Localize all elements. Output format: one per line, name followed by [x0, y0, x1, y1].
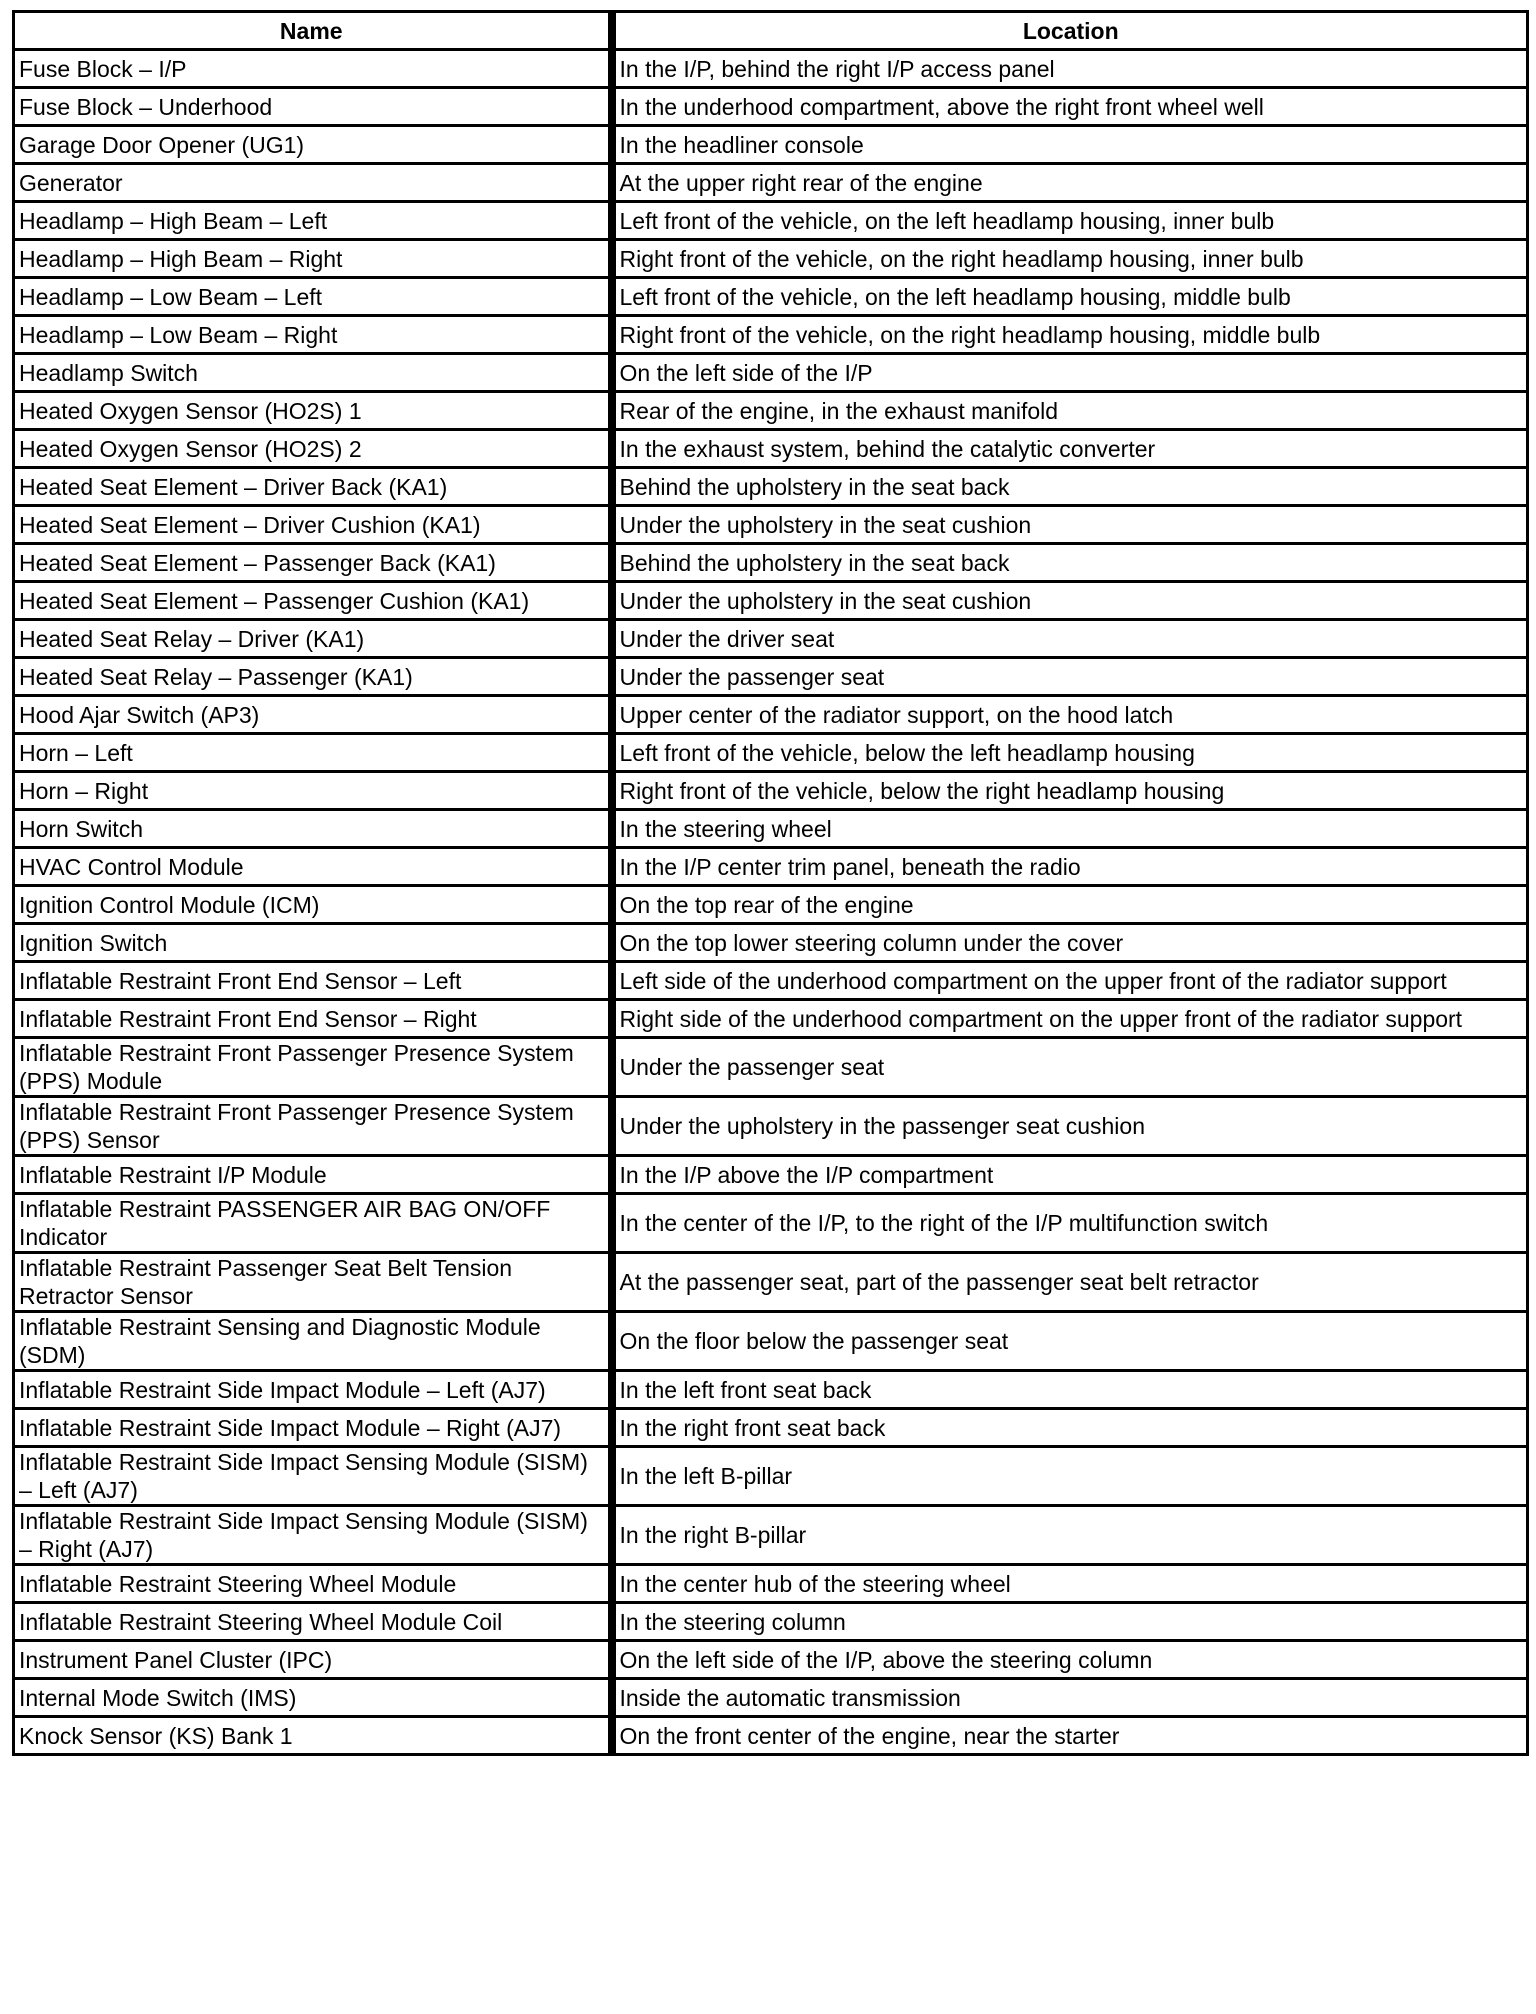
cell-location: Left front of the vehicle, below the left headlamp housing: [612, 734, 1528, 772]
cell-location: In the right front seat back: [612, 1409, 1528, 1447]
cell-location: In the underhood compartment, above the right front wheel well: [612, 88, 1528, 126]
cell-name: Inflatable Restraint Passenger Seat Belt Tension Retractor Sensor: [14, 1253, 612, 1312]
table-row: [14, 1312, 1528, 1371]
table-row: [14, 962, 1528, 1000]
cell-location: Under the upholstery in the seat cushion: [612, 582, 1528, 620]
table-row: [14, 1156, 1528, 1194]
cell-name: Fuse Block – I/P: [14, 50, 612, 88]
cell-location: Rear of the engine, in the exhaust manifold: [612, 392, 1528, 430]
table-row: [14, 1409, 1528, 1447]
cell-location: Right front of the vehicle, on the right headlamp housing, inner bulb: [612, 240, 1528, 278]
cell-location: On the left side of the I/P, above the steering column: [612, 1641, 1528, 1679]
table-row: [14, 1603, 1528, 1641]
cell-name: Garage Door Opener (UG1): [14, 126, 612, 164]
cell-location: In the left B-pillar: [612, 1447, 1528, 1506]
cell-location: Right side of the underhood compartment on the upper front of the radiator support: [612, 1000, 1528, 1038]
cell-location: In the I/P, behind the right I/P access panel: [612, 50, 1528, 88]
cell-location: Behind the upholstery in the seat back: [612, 544, 1528, 582]
cell-location: Right front of the vehicle, below the right headlamp housing: [612, 772, 1528, 810]
table-row: [14, 316, 1528, 354]
table-row: [14, 468, 1528, 506]
cell-name: Inflatable Restraint Side Impact Sensing Module (SISM) – Left (AJ7): [14, 1447, 612, 1506]
cell-location: Upper center of the radiator support, on the hood latch: [612, 696, 1528, 734]
cell-location: On the top lower steering column under the cover: [612, 924, 1528, 962]
table-row: [14, 202, 1528, 240]
cell-location: In the center hub of the steering wheel: [612, 1565, 1528, 1603]
cell-name: Headlamp – Low Beam – Left: [14, 278, 612, 316]
cell-name: Hood Ajar Switch (AP3): [14, 696, 612, 734]
cell-name: Headlamp Switch: [14, 354, 612, 392]
component-locator-table-container: [12, 10, 1526, 1756]
cell-location: In the center of the I/P, to the right of the I/P multifunction switch: [612, 1194, 1528, 1253]
table-row: [14, 1194, 1528, 1253]
cell-location: At the upper right rear of the engine: [612, 164, 1528, 202]
table-row: [14, 430, 1528, 468]
cell-name: Instrument Panel Cluster (IPC): [14, 1641, 612, 1679]
cell-name: Heated Seat Element – Driver Back (KA1): [14, 468, 612, 506]
cell-name: Heated Oxygen Sensor (HO2S) 1: [14, 392, 612, 430]
cell-name: Horn – Right: [14, 772, 612, 810]
cell-name: HVAC Control Module: [14, 848, 612, 886]
cell-name: Horn Switch: [14, 810, 612, 848]
cell-name: Inflatable Restraint Sensing and Diagnostic Module (SDM): [14, 1312, 612, 1371]
cell-name: Heated Seat Element – Driver Cushion (KA1): [14, 506, 612, 544]
table-row: [14, 1679, 1528, 1717]
table-row: [14, 354, 1528, 392]
cell-name: Inflatable Restraint Front End Sensor – Left: [14, 962, 612, 1000]
cell-location: Under the passenger seat: [612, 658, 1528, 696]
cell-name: Inflatable Restraint I/P Module: [14, 1156, 612, 1194]
table-row: [14, 582, 1528, 620]
header-row: [14, 12, 1528, 50]
table-row: [14, 392, 1528, 430]
table-row: [14, 1565, 1528, 1603]
cell-location: Left front of the vehicle, on the left headlamp housing, middle bulb: [612, 278, 1528, 316]
cell-location: Left front of the vehicle, on the left headlamp housing, inner bulb: [612, 202, 1528, 240]
cell-name: Headlamp – Low Beam – Right: [14, 316, 612, 354]
cell-name: Generator: [14, 164, 612, 202]
table-row: [14, 810, 1528, 848]
table-row: [14, 1253, 1528, 1312]
table-body: [14, 50, 1528, 1755]
cell-name: Horn – Left: [14, 734, 612, 772]
cell-location: Inside the automatic transmission: [612, 1679, 1528, 1717]
cell-location: In the steering column: [612, 1603, 1528, 1641]
cell-name: Inflatable Restraint PASSENGER AIR BAG ON/OFF Indicator: [14, 1194, 612, 1253]
table-row: [14, 1038, 1528, 1097]
cell-location: Left side of the underhood compartment on the upper front of the radiator support: [612, 962, 1528, 1000]
cell-location: Right front of the vehicle, on the right headlamp housing, middle bulb: [612, 316, 1528, 354]
cell-location: On the left side of the I/P: [612, 354, 1528, 392]
cell-location: At the passenger seat, part of the passenger seat belt retractor: [612, 1253, 1528, 1312]
table-row: [14, 126, 1528, 164]
table-row: [14, 1641, 1528, 1679]
cell-location: In the I/P above the I/P compartment: [612, 1156, 1528, 1194]
table-row: [14, 1506, 1528, 1565]
cell-location: In the left front seat back: [612, 1371, 1528, 1409]
cell-location: In the exhaust system, behind the catalytic converter: [612, 430, 1528, 468]
cell-location: In the steering wheel: [612, 810, 1528, 848]
table-row: [14, 164, 1528, 202]
cell-name: Headlamp – High Beam – Left: [14, 202, 612, 240]
cell-name: Knock Sensor (KS) Bank 1: [14, 1717, 612, 1755]
table-row: [14, 734, 1528, 772]
cell-name: Heated Seat Element – Passenger Back (KA1): [14, 544, 612, 582]
cell-name: Inflatable Restraint Side Impact Module – Left (AJ7): [14, 1371, 612, 1409]
cell-location: Under the upholstery in the passenger seat cushion: [612, 1097, 1528, 1156]
table-row: [14, 1097, 1528, 1156]
cell-location: Under the passenger seat: [612, 1038, 1528, 1097]
cell-location: On the floor below the passenger seat: [612, 1312, 1528, 1371]
cell-name: Heated Seat Relay – Passenger (KA1): [14, 658, 612, 696]
column-header-location: Location: [612, 12, 1528, 50]
table-row: [14, 696, 1528, 734]
table-row: [14, 924, 1528, 962]
cell-name: Fuse Block – Underhood: [14, 88, 612, 126]
cell-name: Heated Oxygen Sensor (HO2S) 2: [14, 430, 612, 468]
cell-name: Ignition Control Module (ICM): [14, 886, 612, 924]
cell-location: On the top rear of the engine: [612, 886, 1528, 924]
cell-name: Headlamp – High Beam – Right: [14, 240, 612, 278]
table-row: [14, 50, 1528, 88]
table-row: [14, 88, 1528, 126]
table-row: [14, 886, 1528, 924]
cell-name: Ignition Switch: [14, 924, 612, 962]
cell-name: Inflatable Restraint Front End Sensor – Right: [14, 1000, 612, 1038]
cell-name: Internal Mode Switch (IMS): [14, 1679, 612, 1717]
cell-name: Inflatable Restraint Front Passenger Presence System (PPS) Sensor: [14, 1097, 612, 1156]
cell-name: Inflatable Restraint Steering Wheel Module Coil: [14, 1603, 612, 1641]
column-header-name: Name: [14, 12, 612, 50]
cell-name: Inflatable Restraint Side Impact Module – Right (AJ7): [14, 1409, 612, 1447]
table-row: [14, 658, 1528, 696]
cell-name: Inflatable Restraint Side Impact Sensing Module (SISM) – Right (AJ7): [14, 1506, 612, 1565]
table-row: [14, 1000, 1528, 1038]
table-row: [14, 278, 1528, 316]
component-locator-table: [12, 10, 1529, 1756]
table-row: [14, 620, 1528, 658]
cell-location: In the I/P center trim panel, beneath the radio: [612, 848, 1528, 886]
cell-location: In the right B-pillar: [612, 1506, 1528, 1565]
cell-name: Inflatable Restraint Front Passenger Presence System (PPS) Module: [14, 1038, 612, 1097]
table-row: [14, 1371, 1528, 1409]
cell-name: Heated Seat Relay – Driver (KA1): [14, 620, 612, 658]
table-row: [14, 240, 1528, 278]
table-row: [14, 506, 1528, 544]
cell-location: On the front center of the engine, near the starter: [612, 1717, 1528, 1755]
table-row: [14, 848, 1528, 886]
table-row: [14, 1447, 1528, 1506]
cell-name: Inflatable Restraint Steering Wheel Module: [14, 1565, 612, 1603]
cell-location: Behind the upholstery in the seat back: [612, 468, 1528, 506]
table-row: [14, 1717, 1528, 1755]
cell-location: Under the upholstery in the seat cushion: [612, 506, 1528, 544]
table-row: [14, 544, 1528, 582]
cell-location: In the headliner console: [612, 126, 1528, 164]
table-row: [14, 772, 1528, 810]
cell-name: Heated Seat Element – Passenger Cushion (KA1): [14, 582, 612, 620]
cell-location: Under the driver seat: [612, 620, 1528, 658]
